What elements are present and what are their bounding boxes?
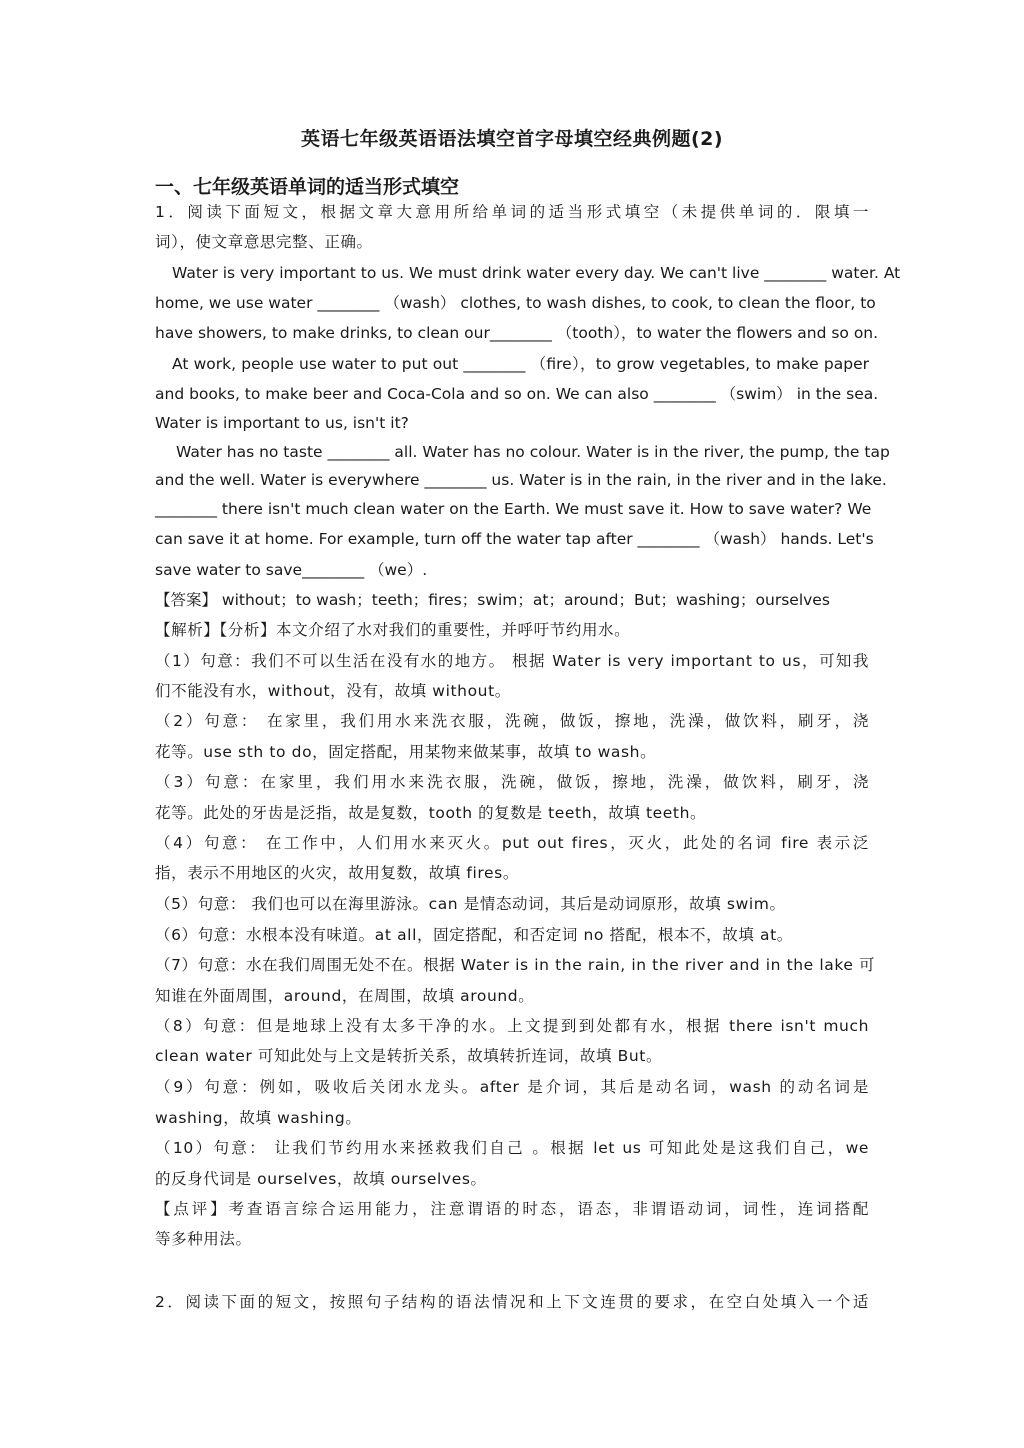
explanation-line: 们不能没有水，without，没有，故填 without。 [155, 682, 511, 700]
explanation-line: （9）句意：例如，吸收后关闭水龙头。after 是介词，其后是动名词，wash 的动名词是 [155, 1078, 869, 1096]
explanation-line: 花等。此处的牙齿是泛指，故是复数，tooth 的复数是 teeth，故填 teeth。 [155, 804, 707, 822]
question-1-intro: 1．阅读下面短文，根据文章大意用所给单词的适当形式填空（未提供单词的．限填一 [155, 203, 869, 221]
analysis-heading: 【解析】【分析】本文介绍了水对我们的重要性，并呼吁节约用水。 [155, 621, 631, 639]
explanation-line: 指，表示不用地区的火灾，故用复数，故填 fires。 [155, 864, 519, 882]
explanation-line: （3）句意：在家里，我们用水来洗衣服，洗碗，做饭，擦地，洗澡，做饮料，刷牙，浇 [155, 773, 869, 791]
explanation-line: （10）句意： 让我们节约用水来拯救我们自己 。根据 let us 可知此处是这我们自己，we [155, 1139, 869, 1157]
explanation-line: clean water 可知此处与上文是转折关系，故填转折连词，故填 But。 [155, 1047, 663, 1065]
passage-line: have showers, to make drinks, to clean our________ （tooth），to water the flowers and so on. [155, 324, 879, 342]
passage-line: and books, to make beer and Coca-Cola and so on. We can also ________ （swim） in the sea. [155, 385, 879, 403]
explanation-line: （7）句意：水在我们周围无处不在。根据 Water is in the rain, in the river and in the lake 可 [155, 956, 876, 974]
passage-line: At work, people use water to put out ________ （fire），to grow vegetables, to make paper [172, 355, 869, 373]
passage-line: home, we use water ________ （wash） clothes, to wash dishes, to cook, to clean the floor, to [155, 294, 876, 312]
answer-line: 【答案】 without；to wash；teeth；fires；swim；at；around；But；washing；ourselves [155, 591, 830, 609]
explanation-line: （6）句意：水根本没有味道。at all，固定搭配，和否定词 no 搭配，根本不，故填 at。 [155, 926, 793, 944]
explanation-line: washing，故填 washing。 [155, 1109, 362, 1127]
explanation-line: 花等。use sth to do，固定搭配，用某物来做某事，故填 to wash。 [155, 743, 657, 761]
comment-line: 【点评】考查语言综合运用能力，注意谓语的时态，语态，非谓语动词，词性，连词搭配 [155, 1200, 869, 1218]
passage-line: Water is important to us, isn't it? [155, 414, 409, 432]
passage-line: can save it at home. For example, turn off the water tap after ________ （wash） hands. Let's [155, 530, 874, 548]
question-2-intro: 2．阅读下面的短文，按照句子结构的语法情况和上下文连贯的要求，在空白处填入一个适 [155, 1293, 869, 1311]
explanation-line: （4）句意： 在工作中，人们用水来灭火。put out fires，灭火，此处的名词 fire 表示泛 [155, 834, 869, 852]
passage-line: Water has no taste ________ all. Water has no colour. Water is in the river, the pump, the tap [176, 443, 890, 461]
passage-line: and the well. Water is everywhere ________ us. Water is in the rain, in the river and in the lake. [155, 471, 887, 489]
explanation-line: （5）句意： 我们也可以在海里游泳。can 是情态动词，其后是动词原形，故填 swim。 [155, 895, 786, 913]
page-title: 英语七年级英语语法填空首字母填空经典例题(2) [300, 128, 724, 150]
explanation-line: 的反身代词是 ourselves，故填 ourselves。 [155, 1170, 487, 1188]
explanation-line: （2）句意： 在家里，我们用水来洗衣服，洗碗，做饭，擦地，洗澡，做饮料，刷牙，浇 [155, 712, 869, 730]
explanation-line: （1）句意：我们不可以生活在没有水的地方。 根据 Water is very important to us，可知我 [155, 652, 869, 670]
section-heading: 一、七年级英语单词的适当形式填空 [155, 176, 460, 198]
explanation-line: （8）句意：但是地球上没有太多干净的水。上文提到到处都有水，根据 there isn't much [155, 1017, 869, 1035]
question-1-intro-cont: 词），使文章意思完整、正确。 [155, 233, 373, 251]
passage-line: ________ there isn't much clean water on the Earth. We must save it. How to save water? We [155, 500, 872, 518]
explanation-line: 知谁在外面周围，around，在周围，故填 around。 [155, 987, 535, 1005]
comment-line: 等多种用法。 [155, 1230, 252, 1248]
passage-line: save water to save________ （we）. [155, 561, 428, 579]
passage-line: Water is very important to us. We must drink water every day. We can't live ________ water. At [172, 264, 901, 282]
